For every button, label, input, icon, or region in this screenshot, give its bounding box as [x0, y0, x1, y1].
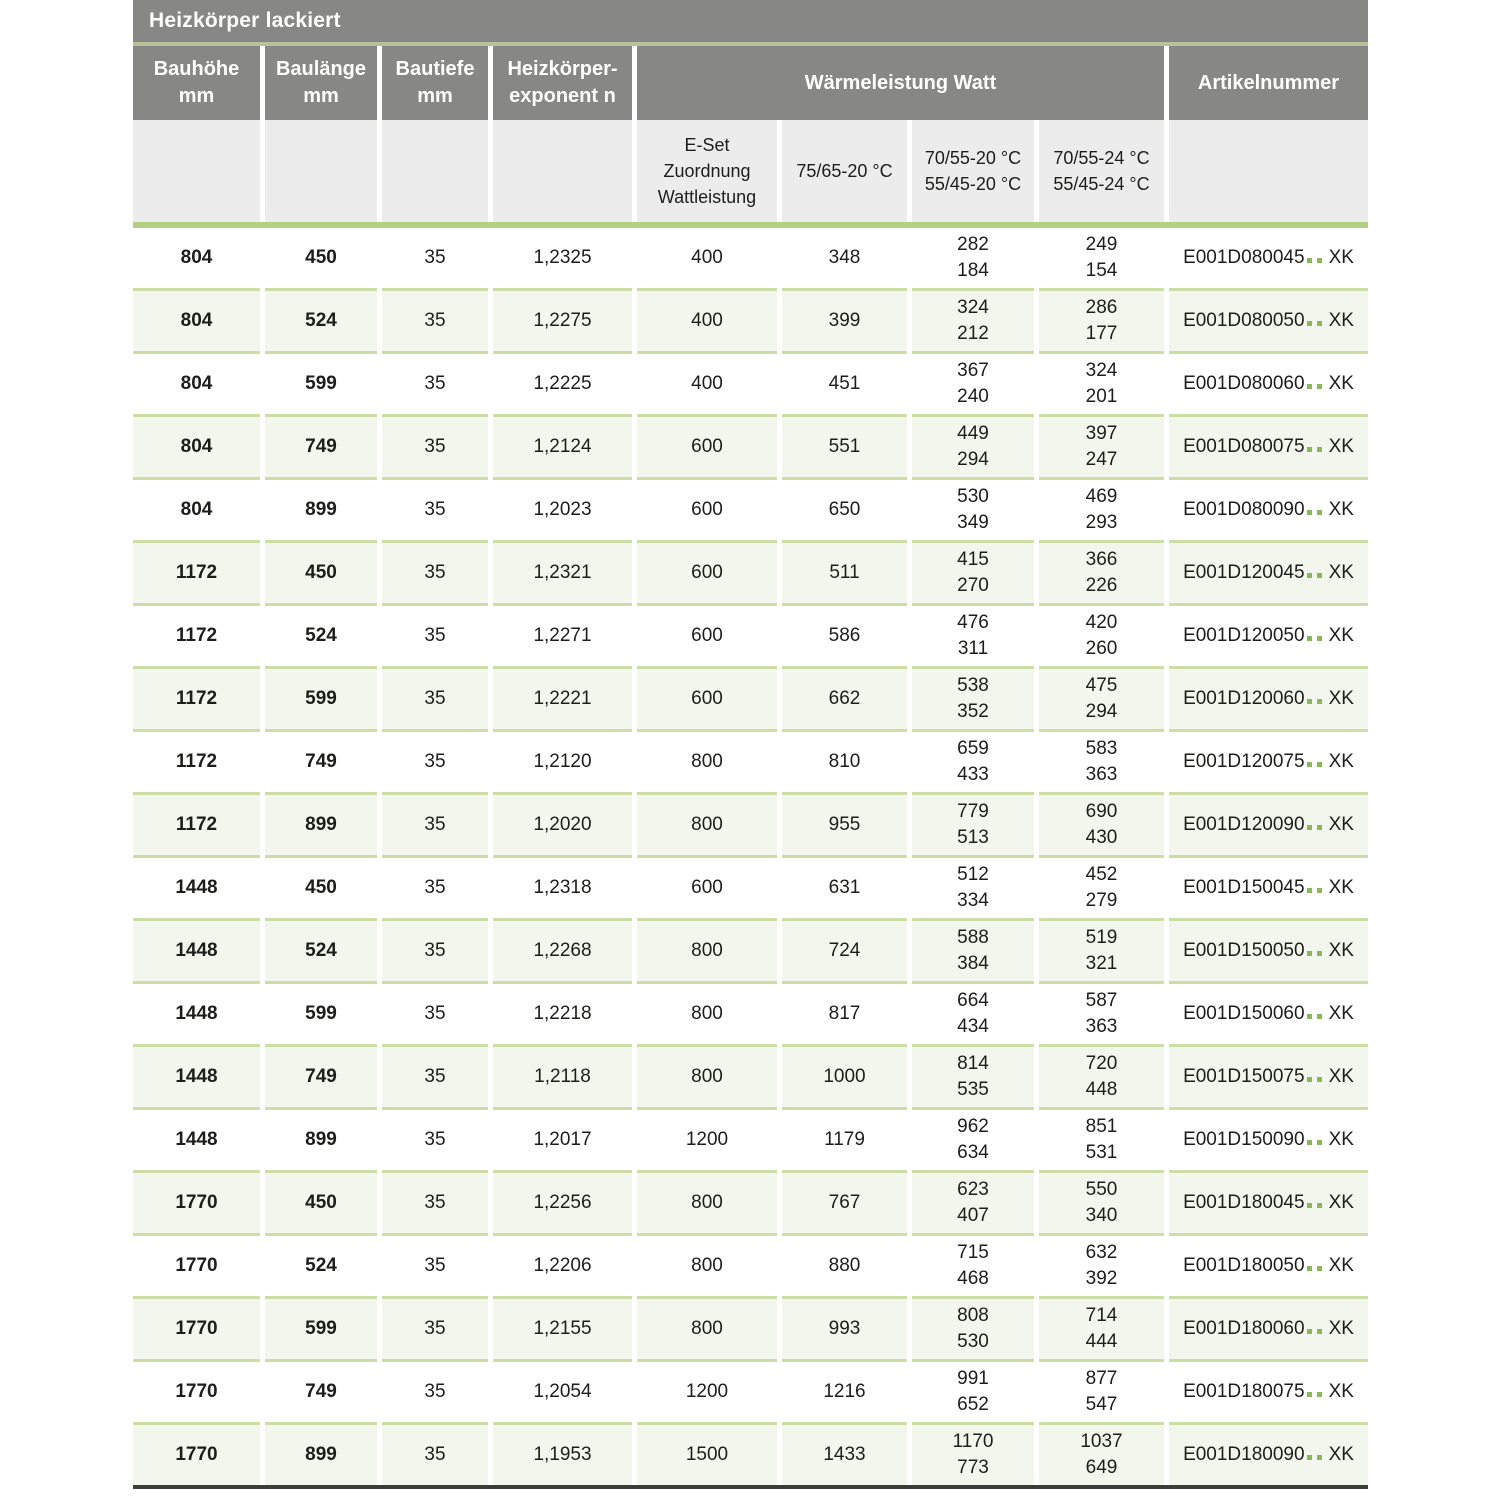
cell-exponent: 1,2225: [493, 351, 632, 414]
cell-watt-7565: 662: [782, 666, 907, 729]
cell-bautiefe: 35: [382, 603, 488, 666]
cell-eset-wattleistung: 1500: [637, 1422, 777, 1485]
color-placeholder-dot-icon: [1317, 1266, 1322, 1271]
cell-watt-7055-24: 720 448: [1039, 1044, 1164, 1107]
color-placeholder-dot-icon: [1317, 321, 1322, 326]
header-baulaenge: Baulänge mm: [265, 46, 377, 120]
cell-bautiefe: 35: [382, 855, 488, 918]
table-row: [133, 666, 1368, 729]
cell-watt-7565: 810: [782, 729, 907, 792]
cell-baulaenge: 524: [265, 288, 377, 351]
color-placeholder-dot-icon: [1307, 951, 1312, 956]
cell-artikelnummer: E001D120075 XK: [1169, 729, 1368, 792]
cell-watt-7055-24: 324 201: [1039, 351, 1164, 414]
cell-artikelnummer: E001D120060 XK: [1169, 666, 1368, 729]
cell-watt-7055-24: 519 321: [1039, 918, 1164, 981]
cell-bautiefe: 35: [382, 1359, 488, 1422]
cell-watt-7055-20: 1170 773: [912, 1422, 1034, 1485]
cell-baulaenge: 524: [265, 603, 377, 666]
cell-eset-wattleistung: 800: [637, 1170, 777, 1233]
cell-eset-wattleistung: 800: [637, 729, 777, 792]
cell-watt-7055-24: 475 294: [1039, 666, 1164, 729]
table-row: [133, 540, 1368, 603]
cell-eset-wattleistung: 800: [637, 1296, 777, 1359]
color-placeholder-dot-icon: [1307, 699, 1312, 704]
cell-bauhoehe: 1448: [133, 918, 260, 981]
cell-baulaenge: 899: [265, 477, 377, 540]
cell-watt-7565: 399: [782, 288, 907, 351]
color-placeholder-dot-icon: [1317, 699, 1322, 704]
subheader-empty-cell: [382, 120, 488, 222]
color-placeholder-dot-icon: [1307, 447, 1312, 452]
cell-watt-7055-20: 659 433: [912, 729, 1034, 792]
cell-artikelnummer: E001D120090 XK: [1169, 792, 1368, 855]
cell-artikelnummer: E001D080075 XK: [1169, 414, 1368, 477]
table-row: [133, 792, 1368, 855]
cell-bautiefe: 35: [382, 792, 488, 855]
color-placeholder-dot-icon: [1317, 762, 1322, 767]
cell-watt-7055-20: 779 513: [912, 792, 1034, 855]
cell-bautiefe: 35: [382, 1107, 488, 1170]
cell-bauhoehe: 804: [133, 228, 260, 288]
cell-exponent: 1,2275: [493, 288, 632, 351]
cell-watt-7565: 586: [782, 603, 907, 666]
cell-bautiefe: 35: [382, 228, 488, 288]
cell-watt-7565: 724: [782, 918, 907, 981]
cell-bauhoehe: 1172: [133, 603, 260, 666]
cell-exponent: 1,2120: [493, 729, 632, 792]
subheader-empty-cell: [493, 120, 632, 222]
cell-watt-7565: 955: [782, 792, 907, 855]
cell-bauhoehe: 804: [133, 414, 260, 477]
cell-watt-7055-20: 449 294: [912, 414, 1034, 477]
cell-exponent: 1,2023: [493, 477, 632, 540]
subheader-row: [133, 120, 1368, 222]
subheader-7565: 75/65-20 °C: [782, 120, 907, 222]
cell-eset-wattleistung: 600: [637, 603, 777, 666]
cell-eset-wattleistung: 1200: [637, 1107, 777, 1170]
cell-eset-wattleistung: 400: [637, 288, 777, 351]
cell-baulaenge: 899: [265, 792, 377, 855]
table-body: [133, 228, 1368, 1485]
header-waermeleistung-group: Wärmeleistung Watt: [637, 46, 1164, 120]
cell-bautiefe: 35: [382, 540, 488, 603]
cell-watt-7055-24: 587 363: [1039, 981, 1164, 1044]
cell-watt-7565: 650: [782, 477, 907, 540]
cell-watt-7565: 631: [782, 855, 907, 918]
color-placeholder-dot-icon: [1307, 1266, 1312, 1271]
cell-baulaenge: 899: [265, 1422, 377, 1485]
cell-artikelnummer: E001D120050 XK: [1169, 603, 1368, 666]
cell-watt-7055-20: 282 184: [912, 228, 1034, 288]
cell-bautiefe: 35: [382, 918, 488, 981]
cell-artikelnummer: E001D180050 XK: [1169, 1233, 1368, 1296]
cell-watt-7565: 1216: [782, 1359, 907, 1422]
table-title-banner: Heizkörper lackiert: [133, 0, 1368, 42]
cell-artikelnummer: E001D150050 XK: [1169, 918, 1368, 981]
cell-watt-7055-20: 512 334: [912, 855, 1034, 918]
table-row: [133, 1359, 1368, 1422]
cell-bauhoehe: 1448: [133, 1107, 260, 1170]
color-placeholder-dot-icon: [1307, 258, 1312, 263]
color-placeholder-dot-icon: [1317, 1455, 1322, 1460]
color-placeholder-dot-icon: [1307, 636, 1312, 641]
cell-bauhoehe: 1172: [133, 540, 260, 603]
cell-bauhoehe: 1448: [133, 981, 260, 1044]
table-row: [133, 1296, 1368, 1359]
cell-exponent: 1,2124: [493, 414, 632, 477]
cell-watt-7565: 451: [782, 351, 907, 414]
color-placeholder-dot-icon: [1317, 1140, 1322, 1145]
cell-bautiefe: 35: [382, 1044, 488, 1107]
table-row: [133, 288, 1368, 351]
cell-artikelnummer: E001D080045 XK: [1169, 228, 1368, 288]
table-row: [133, 414, 1368, 477]
cell-baulaenge: 749: [265, 1359, 377, 1422]
cell-watt-7565: 993: [782, 1296, 907, 1359]
color-placeholder-dot-icon: [1307, 1077, 1312, 1082]
color-placeholder-dot-icon: [1317, 825, 1322, 830]
color-placeholder-dot-icon: [1307, 762, 1312, 767]
cell-watt-7055-24: 249 154: [1039, 228, 1164, 288]
cell-watt-7055-20: 530 349: [912, 477, 1034, 540]
cell-bauhoehe: 1172: [133, 729, 260, 792]
cell-artikelnummer: E001D180060 XK: [1169, 1296, 1368, 1359]
cell-bautiefe: 35: [382, 981, 488, 1044]
table-bottom-border: [133, 1485, 1368, 1489]
cell-watt-7055-24: 1037 649: [1039, 1422, 1164, 1485]
cell-bautiefe: 35: [382, 477, 488, 540]
cell-watt-7565: 511: [782, 540, 907, 603]
cell-watt-7055-24: 690 430: [1039, 792, 1164, 855]
cell-bautiefe: 35: [382, 1296, 488, 1359]
cell-baulaenge: 899: [265, 1107, 377, 1170]
table-row: [133, 918, 1368, 981]
table-row: [133, 1044, 1368, 1107]
cell-watt-7055-20: 324 212: [912, 288, 1034, 351]
cell-eset-wattleistung: 800: [637, 1044, 777, 1107]
color-placeholder-dot-icon: [1317, 1077, 1322, 1082]
cell-eset-wattleistung: 600: [637, 666, 777, 729]
color-placeholder-dot-icon: [1317, 447, 1322, 452]
table-row: [133, 729, 1368, 792]
cell-exponent: 1,2118: [493, 1044, 632, 1107]
cell-watt-7565: 880: [782, 1233, 907, 1296]
table-row: [133, 1233, 1368, 1296]
color-placeholder-dot-icon: [1317, 258, 1322, 263]
cell-exponent: 1,2325: [493, 228, 632, 288]
subheader-7055-24: 70/55-24 °C 55/45-24 °C: [1039, 120, 1164, 222]
cell-watt-7565: 348: [782, 228, 907, 288]
cell-exponent: 1,2206: [493, 1233, 632, 1296]
table-row: [133, 1107, 1368, 1170]
cell-artikelnummer: E001D180090 XK: [1169, 1422, 1368, 1485]
cell-baulaenge: 599: [265, 351, 377, 414]
color-placeholder-dot-icon: [1307, 573, 1312, 578]
cell-watt-7565: 551: [782, 414, 907, 477]
cell-bauhoehe: 804: [133, 351, 260, 414]
cell-bauhoehe: 804: [133, 477, 260, 540]
cell-watt-7055-20: 538 352: [912, 666, 1034, 729]
color-placeholder-dot-icon: [1307, 1014, 1312, 1019]
color-placeholder-dot-icon: [1307, 1329, 1312, 1334]
cell-eset-wattleistung: 800: [637, 1233, 777, 1296]
color-placeholder-dot-icon: [1317, 1392, 1322, 1397]
cell-bautiefe: 35: [382, 414, 488, 477]
cell-watt-7565: 1179: [782, 1107, 907, 1170]
cell-watt-7055-24: 366 226: [1039, 540, 1164, 603]
cell-bauhoehe: 1172: [133, 666, 260, 729]
color-placeholder-dot-icon: [1317, 510, 1322, 515]
cell-bauhoehe: 804: [133, 288, 260, 351]
color-placeholder-dot-icon: [1317, 636, 1322, 641]
cell-watt-7055-20: 962 634: [912, 1107, 1034, 1170]
cell-baulaenge: 450: [265, 1170, 377, 1233]
cell-bautiefe: 35: [382, 1422, 488, 1485]
header-bauhoehe: Bauhöhe mm: [133, 46, 260, 120]
header-artikelnummer: Artikelnummer: [1169, 46, 1368, 120]
cell-bautiefe: 35: [382, 666, 488, 729]
cell-watt-7565: 1433: [782, 1422, 907, 1485]
cell-watt-7055-20: 415 270: [912, 540, 1034, 603]
cell-watt-7055-24: 420 260: [1039, 603, 1164, 666]
cell-watt-7055-24: 851 531: [1039, 1107, 1164, 1170]
radiator-spec-table: [133, 0, 1368, 1489]
subheader-eset: E-Set Zuordnung Wattleistung: [637, 120, 777, 222]
cell-baulaenge: 749: [265, 729, 377, 792]
table-row: [133, 855, 1368, 918]
table-row: [133, 981, 1368, 1044]
cell-bauhoehe: 1770: [133, 1359, 260, 1422]
cell-exponent: 1,1953: [493, 1422, 632, 1485]
cell-watt-7055-20: 588 384: [912, 918, 1034, 981]
cell-bauhoehe: 1770: [133, 1422, 260, 1485]
color-placeholder-dot-icon: [1317, 1014, 1322, 1019]
cell-bauhoehe: 1770: [133, 1296, 260, 1359]
color-placeholder-dot-icon: [1317, 888, 1322, 893]
cell-artikelnummer: E001D180075 XK: [1169, 1359, 1368, 1422]
cell-eset-wattleistung: 600: [637, 855, 777, 918]
cell-exponent: 1,2268: [493, 918, 632, 981]
table-row: [133, 477, 1368, 540]
cell-bautiefe: 35: [382, 288, 488, 351]
cell-watt-7055-24: 583 363: [1039, 729, 1164, 792]
cell-watt-7055-20: 367 240: [912, 351, 1034, 414]
cell-eset-wattleistung: 600: [637, 477, 777, 540]
cell-artikelnummer: E001D120045 XK: [1169, 540, 1368, 603]
color-placeholder-dot-icon: [1307, 825, 1312, 830]
cell-watt-7055-20: 814 535: [912, 1044, 1034, 1107]
table-row: [133, 1170, 1368, 1233]
cell-watt-7055-24: 286 177: [1039, 288, 1164, 351]
cell-eset-wattleistung: 800: [637, 918, 777, 981]
cell-eset-wattleistung: 400: [637, 228, 777, 288]
header-exponent: Heizkörper- exponent n: [493, 46, 632, 120]
cell-exponent: 1,2321: [493, 540, 632, 603]
cell-exponent: 1,2020: [493, 792, 632, 855]
color-placeholder-dot-icon: [1317, 951, 1322, 956]
color-placeholder-dot-icon: [1307, 510, 1312, 515]
color-placeholder-dot-icon: [1307, 1455, 1312, 1460]
cell-baulaenge: 524: [265, 918, 377, 981]
color-placeholder-dot-icon: [1317, 384, 1322, 389]
cell-baulaenge: 450: [265, 855, 377, 918]
cell-watt-7055-20: 664 434: [912, 981, 1034, 1044]
cell-bautiefe: 35: [382, 351, 488, 414]
cell-watt-7565: 767: [782, 1170, 907, 1233]
cell-baulaenge: 749: [265, 1044, 377, 1107]
color-placeholder-dot-icon: [1307, 1140, 1312, 1145]
cell-artikelnummer: E001D150090 XK: [1169, 1107, 1368, 1170]
cell-artikelnummer: E001D080090 XK: [1169, 477, 1368, 540]
cell-artikelnummer: E001D150045 XK: [1169, 855, 1368, 918]
cell-baulaenge: 450: [265, 228, 377, 288]
cell-exponent: 1,2271: [493, 603, 632, 666]
cell-watt-7055-20: 715 468: [912, 1233, 1034, 1296]
cell-watt-7565: 817: [782, 981, 907, 1044]
cell-baulaenge: 599: [265, 1296, 377, 1359]
color-placeholder-dot-icon: [1307, 321, 1312, 326]
cell-watt-7055-24: 452 279: [1039, 855, 1164, 918]
cell-exponent: 1,2155: [493, 1296, 632, 1359]
cell-bauhoehe: 1448: [133, 1044, 260, 1107]
cell-eset-wattleistung: 800: [637, 792, 777, 855]
cell-exponent: 1,2318: [493, 855, 632, 918]
cell-bautiefe: 35: [382, 729, 488, 792]
table-row: [133, 228, 1368, 288]
cell-watt-7055-24: 550 340: [1039, 1170, 1164, 1233]
subheader-empty-cell: [265, 120, 377, 222]
cell-watt-7055-20: 991 652: [912, 1359, 1034, 1422]
cell-bauhoehe: 1172: [133, 792, 260, 855]
cell-baulaenge: 450: [265, 540, 377, 603]
cell-exponent: 1,2218: [493, 981, 632, 1044]
cell-baulaenge: 599: [265, 666, 377, 729]
cell-baulaenge: 524: [265, 1233, 377, 1296]
table-row: [133, 603, 1368, 666]
cell-watt-7055-24: 469 293: [1039, 477, 1164, 540]
cell-exponent: 1,2054: [493, 1359, 632, 1422]
color-placeholder-dot-icon: [1307, 888, 1312, 893]
cell-artikelnummer: E001D150060 XK: [1169, 981, 1368, 1044]
cell-bauhoehe: 1770: [133, 1170, 260, 1233]
color-placeholder-dot-icon: [1307, 1392, 1312, 1397]
cell-eset-wattleistung: 600: [637, 540, 777, 603]
color-placeholder-dot-icon: [1317, 573, 1322, 578]
cell-baulaenge: 749: [265, 414, 377, 477]
cell-watt-7565: 1000: [782, 1044, 907, 1107]
cell-artikelnummer: E001D080060 XK: [1169, 351, 1368, 414]
cell-watt-7055-24: 877 547: [1039, 1359, 1164, 1422]
cell-bautiefe: 35: [382, 1170, 488, 1233]
color-placeholder-dot-icon: [1307, 1203, 1312, 1208]
subheader-empty-cell: [1169, 120, 1368, 222]
cell-exponent: 1,2221: [493, 666, 632, 729]
cell-watt-7055-24: 632 392: [1039, 1233, 1164, 1296]
cell-bauhoehe: 1770: [133, 1233, 260, 1296]
color-placeholder-dot-icon: [1317, 1203, 1322, 1208]
cell-eset-wattleistung: 600: [637, 414, 777, 477]
cell-baulaenge: 599: [265, 981, 377, 1044]
cell-artikelnummer: E001D180045 XK: [1169, 1170, 1368, 1233]
color-placeholder-dot-icon: [1307, 384, 1312, 389]
table-row: [133, 351, 1368, 414]
cell-watt-7055-20: 808 530: [912, 1296, 1034, 1359]
cell-exponent: 1,2017: [493, 1107, 632, 1170]
cell-artikelnummer: E001D080050 XK: [1169, 288, 1368, 351]
cell-exponent: 1,2256: [493, 1170, 632, 1233]
subheader-7055-20: 70/55-20 °C 55/45-20 °C: [912, 120, 1034, 222]
cell-watt-7055-20: 476 311: [912, 603, 1034, 666]
color-placeholder-dot-icon: [1317, 1329, 1322, 1334]
cell-watt-7055-24: 714 444: [1039, 1296, 1164, 1359]
header-bautiefe: Bautiefe mm: [382, 46, 488, 120]
cell-eset-wattleistung: 800: [637, 981, 777, 1044]
cell-bautiefe: 35: [382, 1233, 488, 1296]
cell-watt-7055-24: 397 247: [1039, 414, 1164, 477]
cell-watt-7055-20: 623 407: [912, 1170, 1034, 1233]
subheader-empty-cell: [133, 120, 260, 222]
cell-eset-wattleistung: 1200: [637, 1359, 777, 1422]
column-header-row: [133, 46, 1368, 120]
cell-artikelnummer: E001D150075 XK: [1169, 1044, 1368, 1107]
table-row: [133, 1422, 1368, 1485]
cell-eset-wattleistung: 400: [637, 351, 777, 414]
cell-bauhoehe: 1448: [133, 855, 260, 918]
